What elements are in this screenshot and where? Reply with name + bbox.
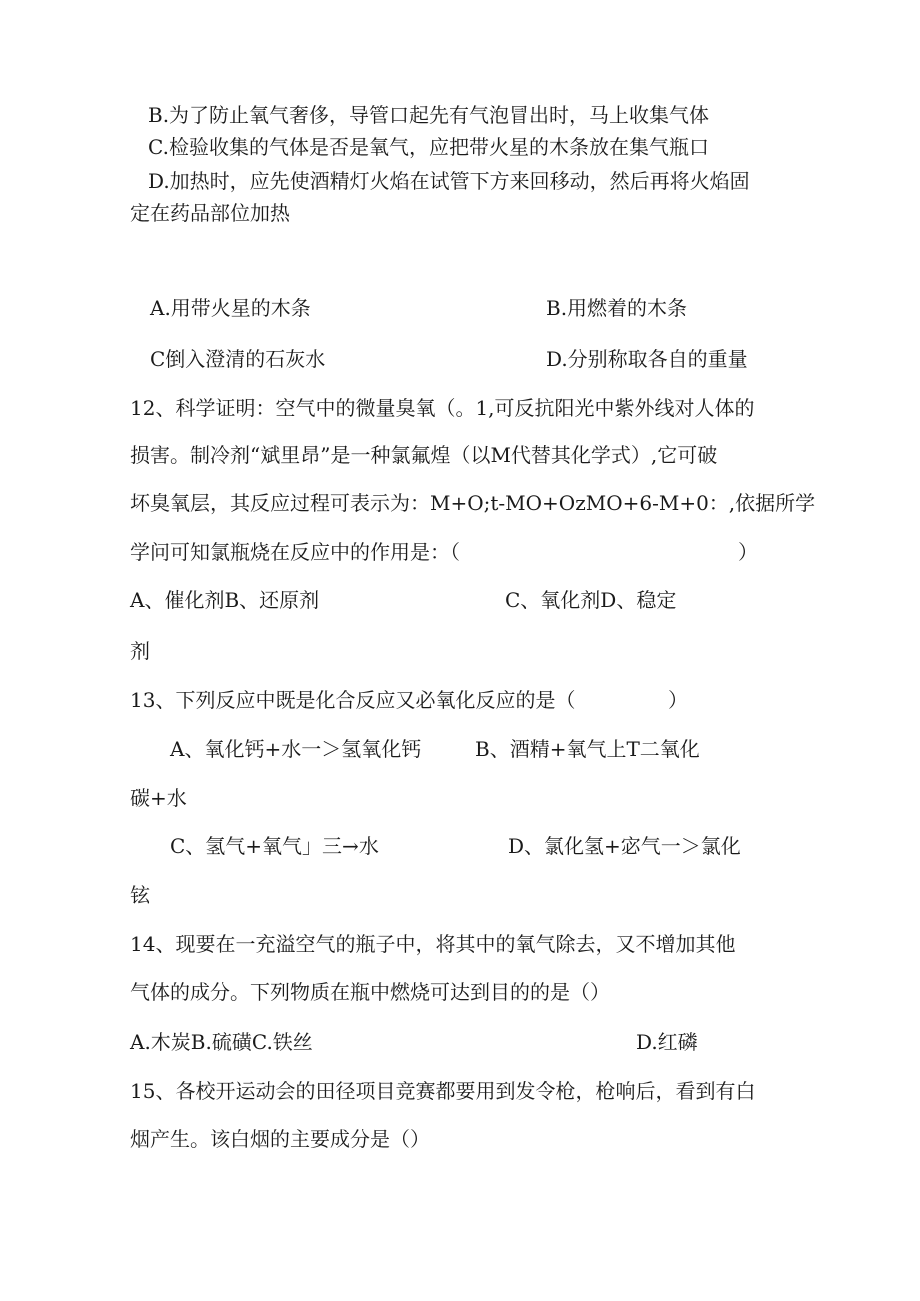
prev-option-c: C.检验收集的气体是否是氧气，应把带火星的木条放在集气瓶口: [148, 135, 709, 159]
q15-line1: 15、各校开运动会的田径项目竞赛都要用到发令枪，枪响后，看到有白: [130, 1079, 756, 1103]
q13-bracket-close: ）: [668, 688, 688, 712]
prev-option-b: B.为了防止氧气奢侈，导管口起先有气泡冒出时，马上收集气体: [148, 103, 710, 127]
q14-line2: 气体的成分。下列物质在瓶中燃烧可达到目的的是（）: [130, 980, 610, 1004]
q12-options-wrap: 剂: [130, 639, 150, 663]
q14-option-d: D.红磷: [636, 1030, 698, 1054]
q12-options-right: C、氧化剂D、稳定: [505, 588, 677, 612]
q12-line1: 12、科学证明：空气中的微量臭氧（。1,可反抗阳光中紫外线对人体的: [130, 396, 755, 420]
q15-line2: 烟产生。该白烟的主要成分是（）: [130, 1127, 430, 1151]
q13-option-b: B、酒精+氧气上T二氧化: [475, 737, 700, 761]
q13-option-b-wrap: 碳+水: [130, 786, 187, 810]
q12-bracket-close: ）: [738, 540, 758, 564]
q13-option-a: A、氧化钙+水一＞氢氧化钙: [170, 737, 422, 761]
q13-option-c: C、氢气+氧气」三→水: [170, 834, 379, 858]
q12-options-left: A、催化剂B、还原剂: [130, 588, 320, 612]
q14-line1: 14、现要在一充溢空气的瓶子中，将其中的氧气除去，又不增加其他: [130, 932, 736, 956]
prev-option-d-line1: D.加热时，应先使酒精灯火焰在试管下方来回移动，然后再将火焰固: [148, 169, 750, 193]
q12-line3: 坏臭氧层，其反应过程可表示为：M+O;t-MO+OzMO+6-M+0：,依据所学: [130, 491, 816, 515]
q13-option-d: D、氯化氢+宓气一＞氯化: [508, 834, 741, 858]
q12-line4: 学问可知氯瓶烧在反应中的作用是：（: [130, 540, 460, 564]
q13-option-d-wrap: 铉: [130, 883, 150, 907]
q12-line2: 损害。制冷剂“斌里昂”是一种氯氟煌（以M代替其化学式）,它可破: [130, 443, 718, 467]
q11-option-b: B.用燃着的木条: [546, 296, 688, 320]
q14-options-left: A.木炭B.硫磺C.铁丝: [130, 1030, 313, 1054]
q11-option-c: C倒入澄清的石灰水: [150, 347, 326, 371]
q13-stem: 13、下列反应中既是化合反应又必氧化反应的是（: [130, 688, 576, 712]
q11-option-d: D.分别称取各自的重量: [546, 347, 748, 371]
q11-option-a: A.用带火星的木条: [150, 296, 311, 320]
prev-option-d-line2: 定在药品部位加热: [130, 201, 290, 225]
